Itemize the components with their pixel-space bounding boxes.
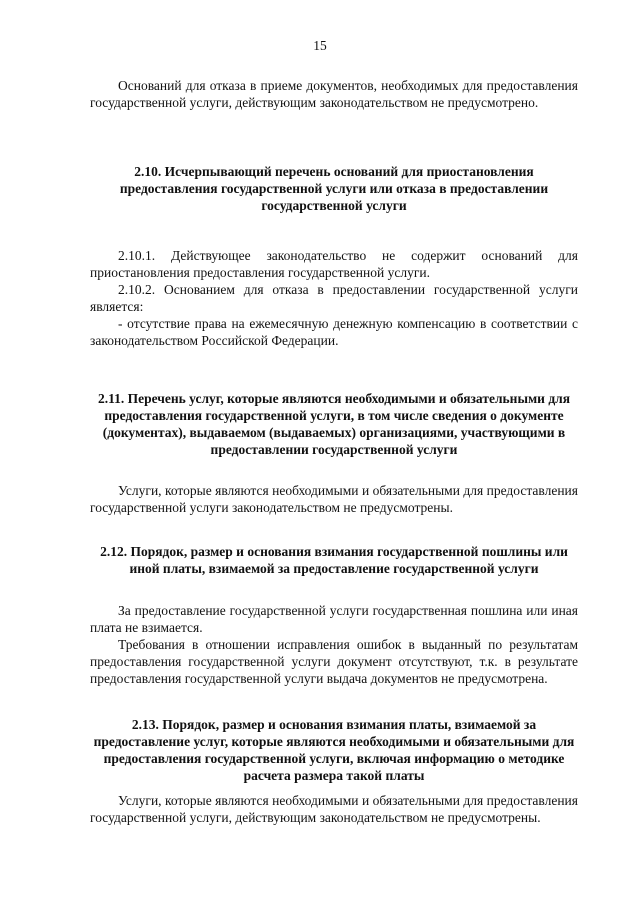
section-2-11-paragraph-1: Услуги, которые являются необходимыми и обязательными для предоставления государственной услуги законодательством не предусмотрены. (90, 483, 578, 515)
section-2-11-heading: 2.11. Перечень услуг, которые являются необходимыми и обязательными для предоставления государственной услуги, в том числе сведения о документе (документах), выдаваемом (выдаваемых) организациями, участвующими в предоставлении государственной услуги (97, 391, 571, 457)
section-2-10-paragraph-2: 2.10.2. Основанием для отказа в предоставлении государственной услуги является: (90, 282, 578, 314)
section-2-13-body (90, 792, 578, 826)
section-2-13-paragraph-1: Услуги, которые являются необходимыми и обязательными для предоставления государственной услуги, действующим законодательством не предусмотрены. (90, 793, 578, 825)
section-2-12-paragraph-1: За предоставление государственной услуги государственная пошлина или иная плата не взимается. (90, 603, 578, 635)
section-2-12-paragraph-2: Требования в отношении исправления ошибок в выданный по результатам предоставления государственной услуги документ отсутствуют, т.к. в результате предоставления государственной услуги выдача документов не предусмотрена. (90, 637, 578, 686)
intro-paragraph: Оснований для отказа в приеме документов, необходимых для предоставления государственной услуги, действующим законодательством не предусмотрено. (90, 78, 578, 110)
page-number: 15 (313, 38, 327, 53)
section-2-11-body (90, 482, 578, 516)
section-2-12-body (90, 602, 578, 687)
section-2-10-paragraph-3: - отсутствие права на ежемесячную денежную компенсацию в соответствии с законодательством Российской Федерации. (90, 316, 578, 348)
section-2-10-body (90, 247, 578, 349)
section-2-12-heading: 2.12. Порядок, размер и основания взимания государственной пошлины или иной платы, взимаемой за предоставление государственной услуги (100, 544, 568, 576)
section-2-10-paragraph-1: 2.10.1. Действующее законодательство не содержит оснований для приостановления предоставления государственной услуги. (90, 248, 578, 280)
section-2-10-heading: 2.10. Исчерпывающий перечень оснований для приостановления предоставления государственной услуги или отказа в предоставлении государственной услуги (119, 164, 549, 213)
section-2-13-heading: 2.13. Порядок, размер и основания взимания платы, взимаемой за предоставление услуг, которые являются необходимыми и обязательными для предоставления государственной услуги, включая информацию о методике расчета размера такой платы (93, 717, 575, 783)
